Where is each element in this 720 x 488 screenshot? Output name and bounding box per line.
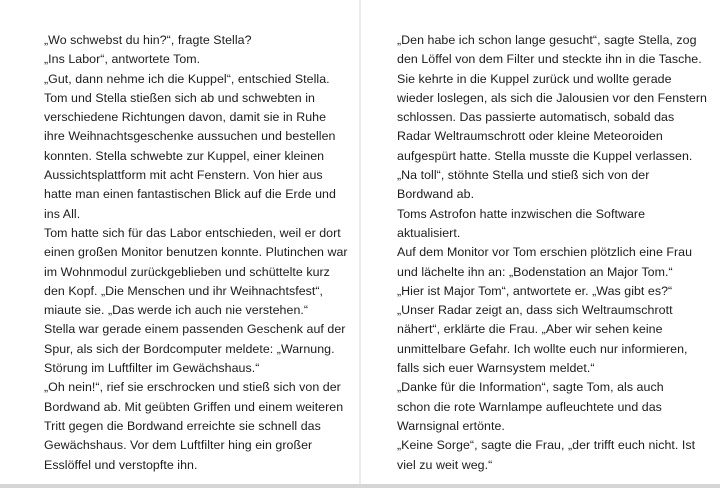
text-line: einen großen Monitor benutzen konnte. Plutinchen war (44, 245, 348, 260)
text-line: Tom hatte sich für das Labor entschieden, weil er dort (44, 225, 341, 240)
text-line: Tom und Stella stießen sich ab und schwebten in (44, 90, 315, 105)
text-line: den Kopf. „Die Menschen und ihr Weihnachtsfest“, (44, 283, 324, 298)
text-line: unmittelbare Gefahr. Ich wollte euch nur informieren, (397, 341, 688, 356)
text-line: ins All. (44, 206, 81, 221)
text-line: den Löffel von dem Filter und steckte ihn in die Tasche. (397, 52, 702, 67)
text-line: Aussichtsplattform mit acht Fenstern. Von hier aus (44, 168, 323, 183)
text-line: verschiedene Richtungen davon, damit sie in Ruhe (44, 110, 327, 125)
text-line: „Den habe ich schon lange gesucht“, sagte Stella, zog (397, 33, 697, 47)
text-line: ihre Weihnachtsgeschenke aussuchen und bestellen (44, 129, 336, 144)
left-page-text (44, 31, 348, 475)
text-line: Bordwand ab. Mit geübten Griffen und einem weiteren (44, 399, 344, 414)
text-line: nähert“, erklärte die Frau. „Aber wir sehen keine (397, 322, 663, 337)
text-line: aktualisiert. (397, 225, 461, 240)
text-line: Toms Astrofon hatte inzwischen die Software (397, 206, 646, 221)
text-line: im Wohnmodul zurückgeblieben und schüttelte kurz (44, 264, 330, 279)
text-line: miaute sie. „Das werde ich auch nie verstehen.“ (44, 303, 309, 318)
text-line: „Hier ist Major Tom“, antwortete er. „Was gibt es?“ (397, 283, 673, 298)
text-line: Gewächshaus. Vor dem Luftfilter hing ein großer (44, 438, 313, 453)
text-line: Radar Weltraumschrott oder kleine Meteoroiden (397, 129, 663, 144)
text-line: „Unser Radar zeigt an, dass sich Weltraumschrott (397, 303, 673, 318)
text-line: Esslöffel und verstopfte ihn. (44, 457, 198, 472)
text-line: wieder loslegen, als sich die Jalousien vor den Fenstern (397, 90, 707, 105)
text-line: Warnsignal ertönte. (397, 418, 505, 433)
text-line: „Ins Labor“, antwortete Tom. (44, 52, 201, 67)
text-line: hatte man einen fantastischen Blick auf die Erde und (44, 187, 336, 202)
text-line: „Wo schwebst du hin?“, fragte Stella? (44, 33, 252, 47)
text-line: schon die rote Warnlampe aufleuchtete und das (397, 399, 662, 414)
text-line: „Na toll“, stöhnte Stella und stieß sich von der (397, 168, 650, 183)
page-bottom-edge (0, 484, 720, 488)
text-line: „Oh nein!“, rief sie erschrocken und stieß sich von der (44, 380, 341, 395)
text-line: konnten. Stella schwebte zur Kuppel, einer kleinen (44, 148, 325, 163)
text-line: falls sich euer Warnsystem meldet.“ (397, 361, 595, 376)
text-line: Stella war gerade einem passenden Geschenk auf der (44, 322, 346, 337)
book-gutter (359, 0, 361, 488)
text-line: viel zu weit weg.“ (397, 457, 493, 472)
text-line: Bordwand ab. (397, 187, 475, 202)
text-line: „Keine Sorge“, sagte die Frau, „der trifft euch nicht. Ist (397, 438, 696, 453)
text-line: aufgespürt hatte. Stella musste die Kuppel verlassen. (397, 148, 693, 163)
text-line: „Gut, dann nehme ich die Kuppel“, entschied Stella. (44, 71, 330, 86)
text-line: „Danke für die Information“, sagte Tom, als auch (397, 380, 664, 395)
text-line: Störung im Luftfilter im Gewächshaus.“ (44, 361, 260, 376)
text-line: Auf dem Monitor vor Tom erschien plötzlich eine Frau (397, 245, 693, 260)
text-line: schlossen. Das passierte automatisch, sobald das (397, 110, 675, 125)
text-line: Tritt gegen die Bordwand erreichte sie schnell das (44, 418, 321, 433)
text-line: und lächelte ihn an: „Bodenstation an Major Tom.“ (397, 264, 673, 279)
text-line: Sie kehrte in die Kuppel zurück und wollte gerade (397, 71, 672, 86)
text-line: Spur, als sich der Bordcomputer meldete: „Warnung. (44, 341, 335, 356)
right-page-text (397, 31, 707, 475)
